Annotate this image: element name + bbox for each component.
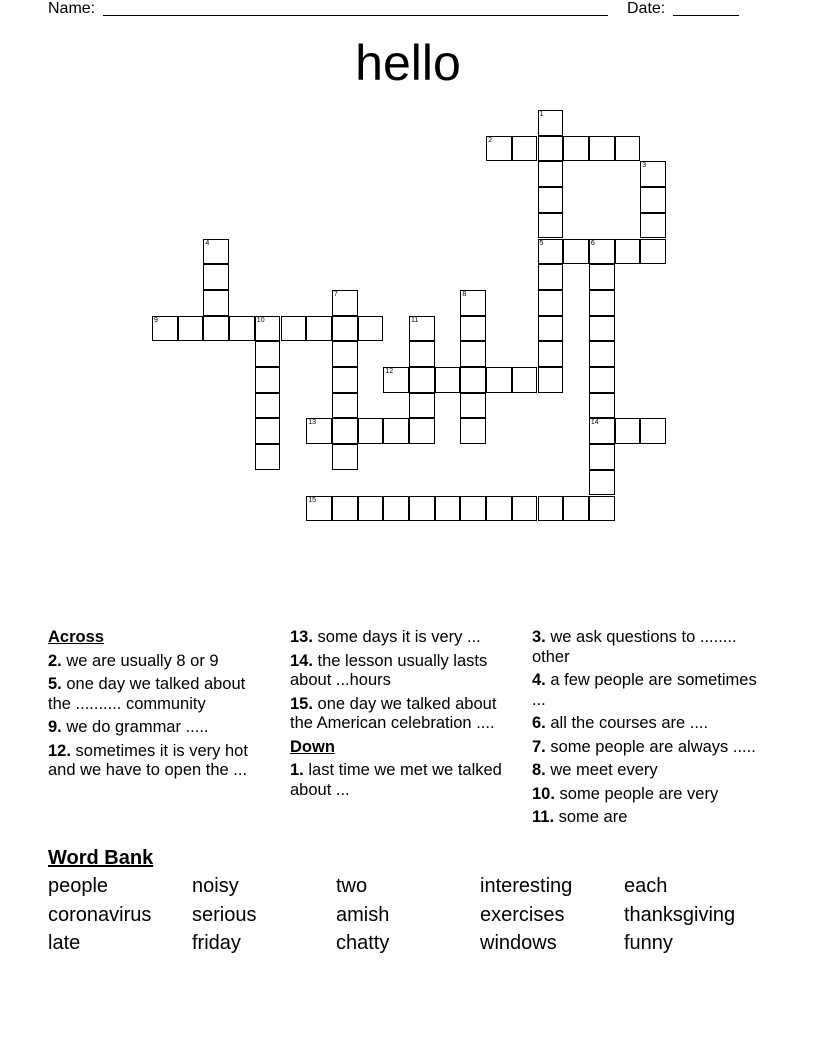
clue-down-11: 11. some are xyxy=(532,808,628,826)
grid-cell[interactable] xyxy=(589,418,615,444)
clue-down-8: 8. we meet every xyxy=(532,761,658,779)
grid-cell[interactable] xyxy=(563,136,589,162)
clue-number: 14 xyxy=(590,419,599,427)
grid-cell[interactable] xyxy=(409,316,435,342)
grid-cell[interactable] xyxy=(538,316,564,342)
grid-cell[interactable] xyxy=(460,290,486,316)
word-bank-word: windows xyxy=(480,932,557,954)
clue-number: 7 xyxy=(333,290,338,298)
grid-cell[interactable] xyxy=(538,367,564,393)
clue-across-13: 13. some days it is very ... xyxy=(290,628,481,646)
grid-cell[interactable] xyxy=(538,110,564,136)
word-bank-word: people xyxy=(48,875,109,897)
word-bank-word: two xyxy=(336,875,368,897)
clue-number: 6 xyxy=(590,239,595,247)
grid-cell[interactable] xyxy=(589,367,615,393)
date-label: Date: xyxy=(627,0,666,17)
grid-cell[interactable] xyxy=(589,316,615,342)
grid-cell[interactable] xyxy=(460,341,486,367)
grid-cell[interactable] xyxy=(435,496,461,522)
grid-cell[interactable] xyxy=(203,239,229,265)
word-bank-word: amish xyxy=(336,904,390,926)
grid-cell[interactable] xyxy=(589,136,615,162)
word-bank-word: serious xyxy=(192,904,257,926)
grid-cell[interactable] xyxy=(203,290,229,316)
grid-cell[interactable] xyxy=(460,418,486,444)
grid-cell[interactable] xyxy=(589,470,615,496)
clue-across-14: 14. the lesson usually lasts about ...hours xyxy=(290,651,488,689)
grid-cell[interactable] xyxy=(589,444,615,470)
grid-cell[interactable] xyxy=(486,136,512,162)
grid-cell[interactable] xyxy=(640,187,666,213)
clue-number: 12 xyxy=(385,368,394,375)
grid-cell[interactable] xyxy=(306,496,332,522)
clue-down-6: 6. all the courses are .... xyxy=(532,714,709,732)
clues-column-1 xyxy=(48,628,270,785)
down-heading: Down xyxy=(290,737,335,756)
grid-cell[interactable] xyxy=(332,444,358,470)
grid-cell[interactable] xyxy=(281,316,307,342)
clue-down-10: 10. some people are very xyxy=(532,784,719,803)
grid-cell[interactable] xyxy=(409,367,435,393)
grid-cell[interactable] xyxy=(332,393,358,419)
clue-down-7: 7. some people are always ..... xyxy=(532,737,756,756)
grid-cell[interactable] xyxy=(178,316,204,342)
grid-cell[interactable] xyxy=(589,264,615,290)
clue-number: 10 xyxy=(256,316,265,324)
grid-cell[interactable] xyxy=(563,239,589,265)
grid-cell[interactable] xyxy=(538,496,564,522)
clue-number: 11 xyxy=(411,316,419,324)
clue-number: 15 xyxy=(308,496,316,504)
grid-cell[interactable] xyxy=(358,316,384,342)
clue-across-5: 5. one day we talked about the .......... community xyxy=(48,675,246,713)
clue-across-12: 12. sometimes it is very hot and we have to open the ... xyxy=(48,741,248,779)
across-heading: Across xyxy=(48,628,104,646)
grid-cell[interactable] xyxy=(589,290,615,316)
grid-cell[interactable] xyxy=(255,444,281,470)
word-bank-word: chatty xyxy=(336,932,390,954)
grid-cell[interactable] xyxy=(486,496,512,522)
grid-cell[interactable] xyxy=(383,496,409,522)
grid-cell[interactable] xyxy=(538,239,564,265)
grid-cell[interactable] xyxy=(512,496,538,522)
grid-cell[interactable] xyxy=(640,239,666,265)
grid-cell[interactable] xyxy=(152,316,178,342)
grid-cell[interactable] xyxy=(409,393,435,419)
clue-across-2: 2. we are usually 8 or 9 xyxy=(48,651,219,670)
grid-cell[interactable] xyxy=(538,264,564,290)
clue-number: 8 xyxy=(462,290,467,298)
clue-number: 1 xyxy=(539,111,544,118)
grid-cell[interactable] xyxy=(512,367,538,393)
grid-cell[interactable] xyxy=(409,341,435,367)
grid-cell[interactable] xyxy=(640,213,666,239)
grid-cell[interactable] xyxy=(255,367,281,393)
grid-cell[interactable] xyxy=(435,367,461,393)
clues-column-2 xyxy=(290,628,512,804)
grid-cell[interactable] xyxy=(255,393,281,419)
page-title: hello xyxy=(355,35,461,91)
word-bank-word: coronavirus xyxy=(48,904,152,926)
grid-cell[interactable] xyxy=(383,367,409,393)
grid-cell[interactable] xyxy=(538,213,564,239)
grid-cell[interactable] xyxy=(332,367,358,393)
grid-cell[interactable] xyxy=(332,316,358,342)
grid-cell[interactable] xyxy=(460,316,486,342)
grid-cell[interactable] xyxy=(358,418,384,444)
clue-down-1: 1. last time we met we talked about ... xyxy=(290,761,502,799)
grid-cell[interactable] xyxy=(589,496,615,522)
word-bank-word: interesting xyxy=(480,875,573,897)
grid-cell[interactable] xyxy=(332,418,358,444)
grid-cell[interactable] xyxy=(306,418,332,444)
clue-across-9: 9. we do grammar ..... xyxy=(48,718,209,736)
grid-cell[interactable] xyxy=(255,341,281,367)
clue-number: 4 xyxy=(205,239,210,247)
grid-cell[interactable] xyxy=(332,496,358,522)
grid-cell[interactable] xyxy=(383,418,409,444)
grid-cell[interactable] xyxy=(640,418,666,444)
grid-cell[interactable] xyxy=(409,418,435,444)
clue-number: 2 xyxy=(488,136,492,144)
grid-cell[interactable] xyxy=(538,290,564,316)
grid-cell[interactable] xyxy=(615,418,641,444)
grid-cell[interactable] xyxy=(460,496,486,522)
grid-cell[interactable] xyxy=(255,316,281,342)
grid-cell[interactable] xyxy=(589,239,615,265)
grid-cell[interactable] xyxy=(229,316,255,342)
grid-cell[interactable] xyxy=(460,367,486,393)
word-bank-word: exercises xyxy=(480,904,565,926)
grid-cell[interactable] xyxy=(255,418,281,444)
clue-down-3: 3. we ask questions to ........ other xyxy=(532,628,737,666)
word-bank-word: friday xyxy=(192,932,241,954)
name-label: Name: xyxy=(48,0,96,17)
grid-cell[interactable] xyxy=(640,161,666,187)
grid-cell[interactable] xyxy=(332,290,358,316)
grid-cell[interactable] xyxy=(538,341,564,367)
grid-cell[interactable] xyxy=(203,264,229,290)
grid-cell[interactable] xyxy=(332,341,358,367)
clues-column-3 xyxy=(532,628,772,832)
word-bank-word: thanksgiving xyxy=(624,904,736,926)
grid-cell[interactable] xyxy=(460,393,486,419)
grid-cell[interactable] xyxy=(203,316,229,342)
word-bank-title: Word Bank xyxy=(48,847,154,869)
grid-cell[interactable] xyxy=(615,136,641,162)
grid-cell[interactable] xyxy=(538,136,564,162)
grid-cell[interactable] xyxy=(615,239,641,265)
word-bank-word: late xyxy=(48,932,81,954)
grid-cell[interactable] xyxy=(306,316,332,342)
grid-cell[interactable] xyxy=(486,367,512,393)
word-bank-word: each xyxy=(624,875,668,897)
clue-number: 5 xyxy=(539,239,544,247)
grid-cell[interactable] xyxy=(563,496,589,522)
grid-cell[interactable] xyxy=(589,393,615,419)
word-bank-word: funny xyxy=(624,932,673,954)
grid-cell[interactable] xyxy=(538,187,564,213)
clue-number: 9 xyxy=(154,316,158,324)
grid-cell[interactable] xyxy=(409,496,435,522)
word-bank-word: noisy xyxy=(192,875,239,897)
grid-cell[interactable] xyxy=(589,341,615,367)
clue-number: 3 xyxy=(642,162,647,170)
clue-across-15: 15. one day we talked about the American celebration .... xyxy=(290,694,497,732)
grid-cell[interactable] xyxy=(512,136,538,162)
clue-down-4: 4. a few people are sometimes ... xyxy=(532,671,757,709)
clue-number: 13 xyxy=(308,419,316,427)
grid-cell[interactable] xyxy=(358,496,384,522)
grid-cell[interactable] xyxy=(538,161,564,187)
